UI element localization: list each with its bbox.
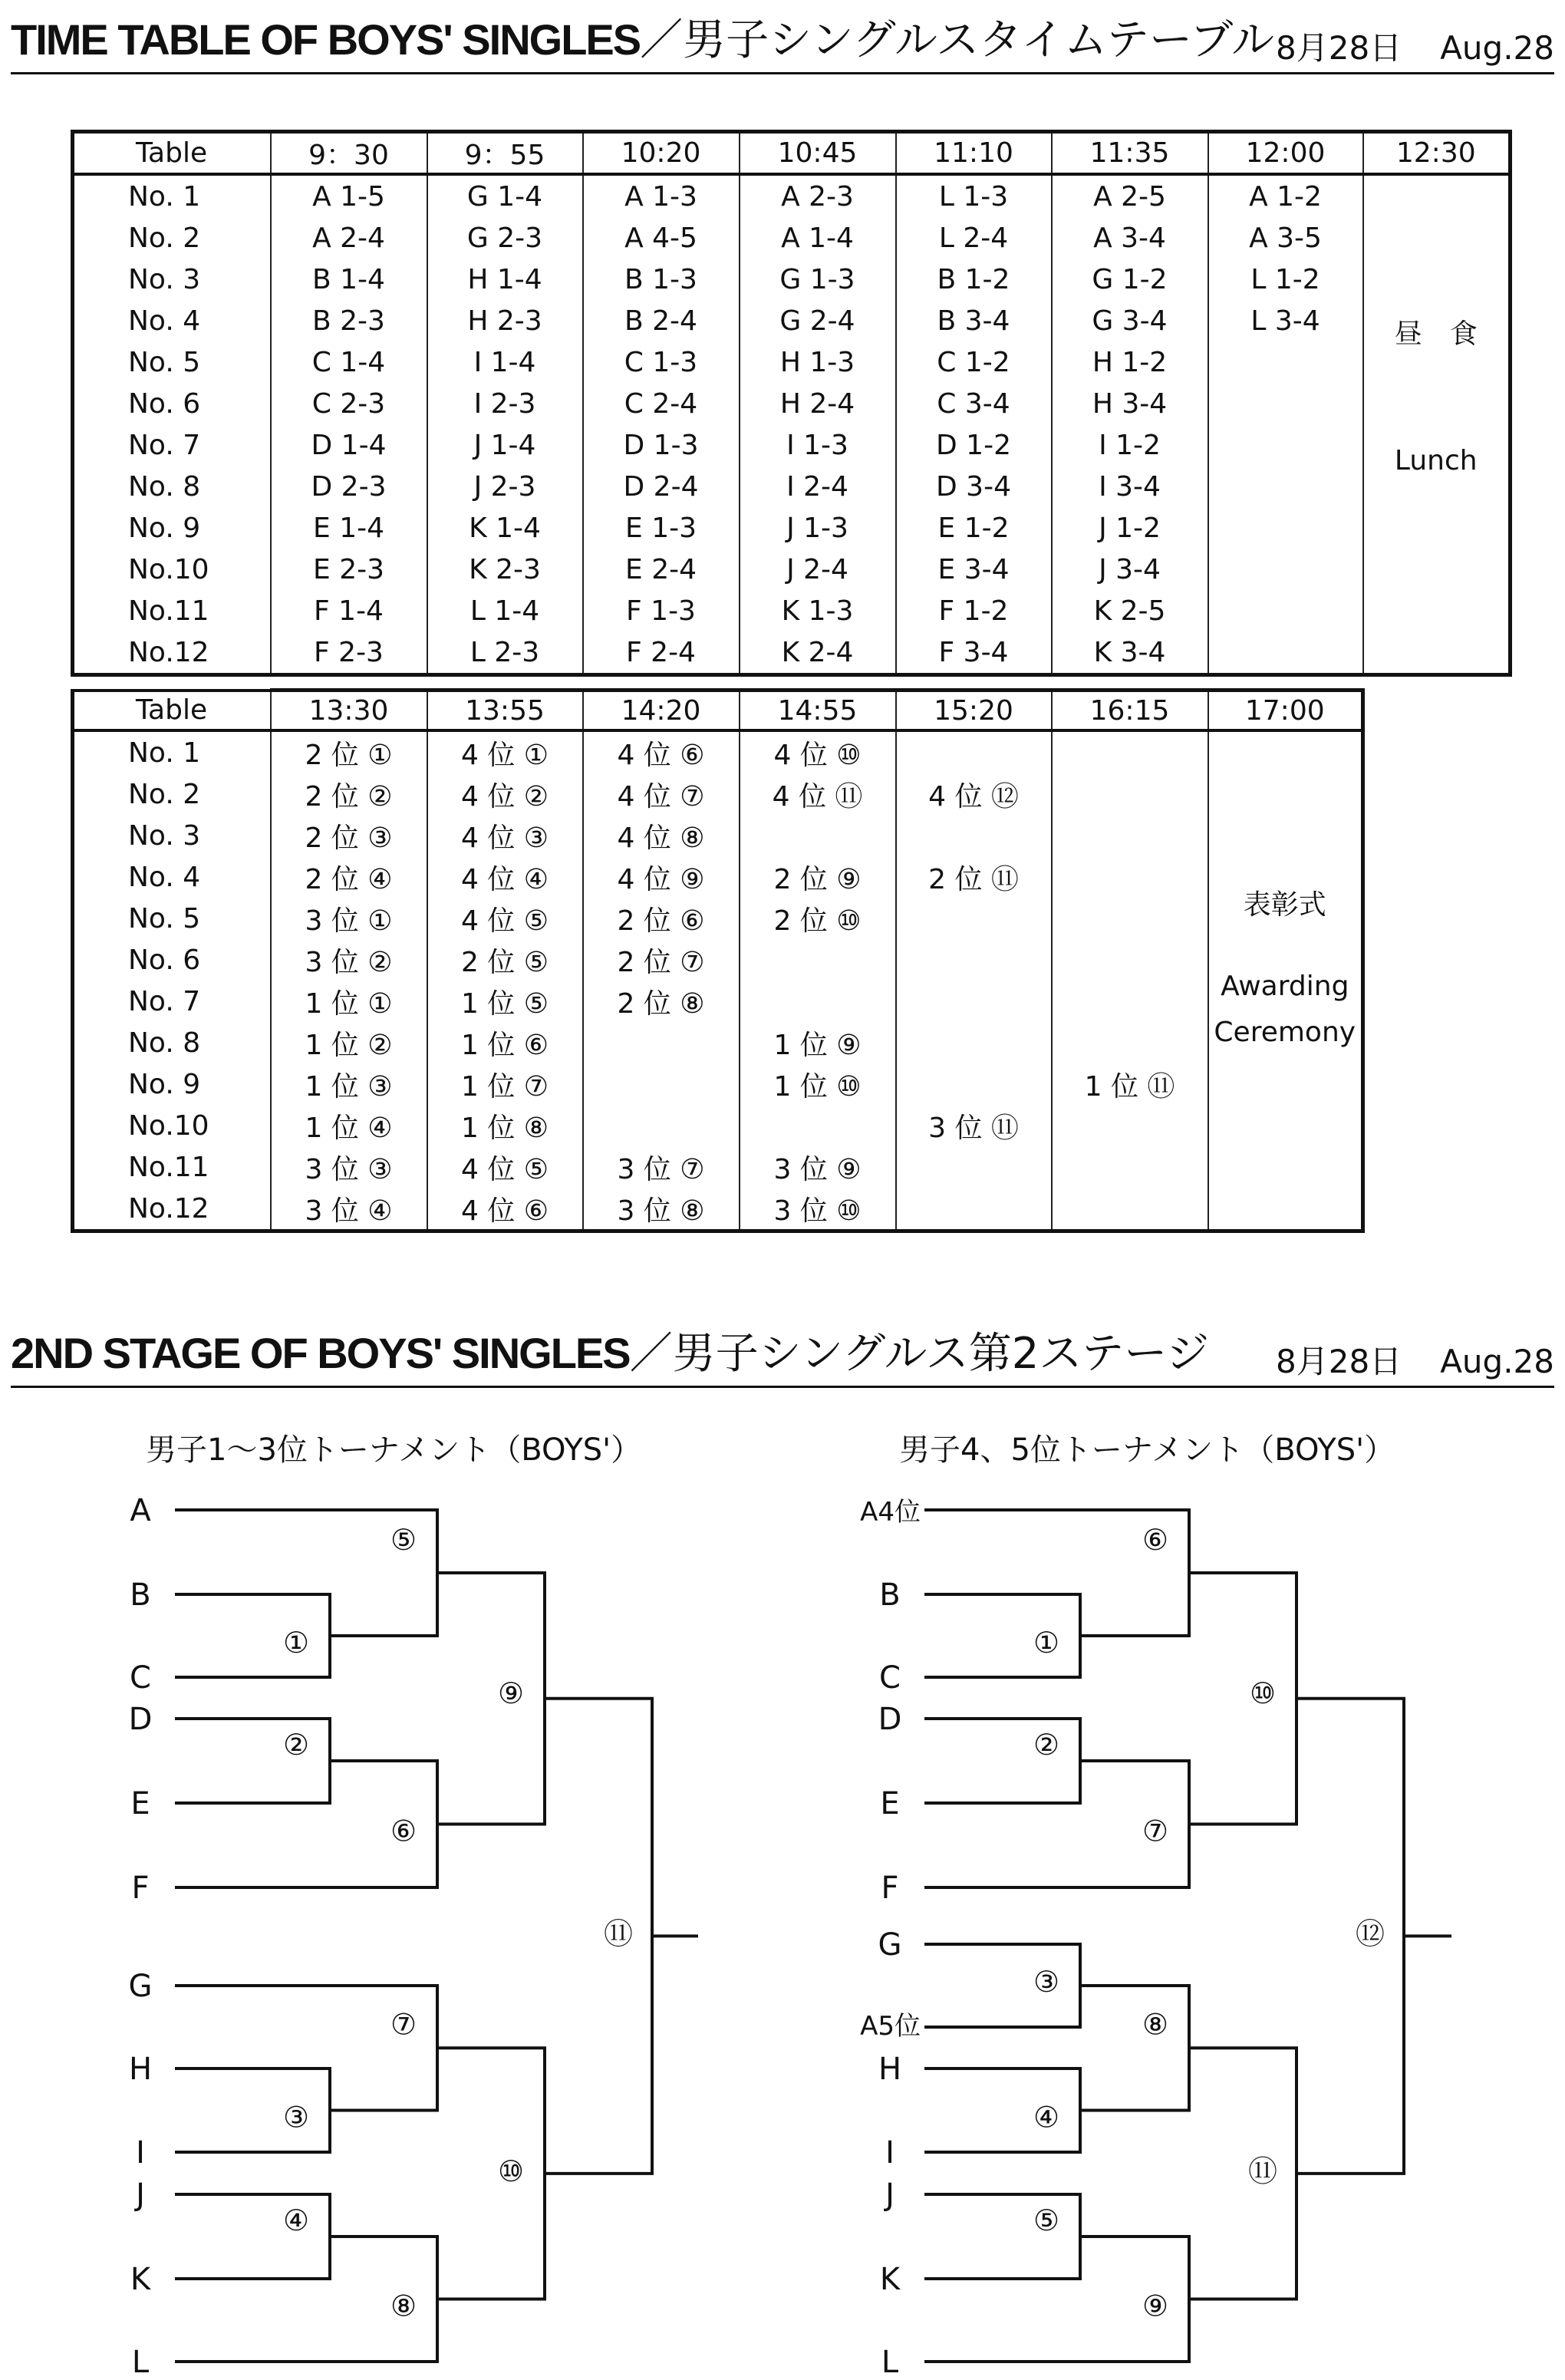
entrant-label: C: [130, 1660, 151, 1696]
bracket-line: [1296, 1699, 1404, 2174]
table-number: No. 8: [73, 1022, 271, 1063]
match-cell: L 1-4: [427, 590, 583, 631]
table-number: No. 8: [73, 466, 271, 507]
match-cell: B 1-2: [896, 259, 1052, 300]
table-number: No. 1: [73, 174, 271, 217]
match-cell: J 3-4: [1052, 549, 1208, 590]
match-cell: 3 位 ②: [271, 939, 427, 981]
match-cell: H 2-3: [427, 300, 583, 341]
entrant-label: F: [881, 1871, 899, 1906]
stage2-title-jp: 男子シングルス第2ステージ: [672, 1329, 1210, 1379]
match-number: ⑥: [1142, 1523, 1169, 1557]
time-header: 11:35: [1052, 132, 1208, 175]
title-separator: ／: [640, 15, 684, 65]
match-cell: 2 位 ⑩: [740, 898, 896, 939]
match-cell: 1 位 ⑨: [740, 1022, 896, 1063]
match-cell: A 2-4: [271, 217, 427, 259]
table-number: No. 3: [73, 259, 271, 300]
left-bracket-title: 男子1～3位トーナメント（BOYS'）: [146, 1432, 642, 1468]
match-cell: 2 位 ①: [271, 730, 427, 773]
time-header: 16:15: [1052, 691, 1208, 731]
timetable-title-en: TIME TABLE OF BOYS' SINGLES: [11, 15, 641, 64]
match-cell: J 1-2: [1052, 507, 1208, 549]
match-cell: C 1-4: [271, 341, 427, 383]
bracket-line: [1189, 2048, 1296, 2299]
stage2-title-en: 2ND STAGE OF BOYS' SINGLES: [11, 1329, 630, 1377]
match-cell: 4 位 ⑥: [427, 1188, 583, 1231]
table-number: No. 6: [73, 383, 271, 424]
match-cell: 3 位 ⑩: [740, 1188, 896, 1231]
match-cell: 1 位 ④: [271, 1105, 427, 1146]
match-cell: E 3-4: [896, 549, 1052, 590]
match-cell: B 3-4: [896, 300, 1052, 341]
time-header: 17:00: [1208, 691, 1363, 731]
entrant-label: B: [879, 1577, 901, 1613]
match-number: ⑤: [1033, 2204, 1060, 2237]
table-number: No.12: [73, 631, 271, 675]
lunch-jp: 昼 食: [1394, 318, 1478, 350]
match-cell: E 1-3: [583, 507, 740, 549]
match-cell: 2 位 ⑤: [427, 939, 583, 981]
table-number: No.10: [73, 549, 271, 590]
match-cell: 4 位 ⑩: [740, 730, 896, 773]
match-number: ①: [1033, 1626, 1060, 1660]
match-cell: K 1-4: [427, 507, 583, 549]
match-cell: F 1-3: [583, 590, 740, 631]
match-cell: J 1-3: [740, 507, 896, 549]
entrant-label: F: [131, 1871, 150, 1906]
timetable-title-jp: 男子シングルスタイムテーブル: [683, 15, 1274, 65]
date-jp: 8月28日: [1276, 1343, 1402, 1380]
match-cell: I 1-2: [1052, 424, 1208, 466]
match-cell: 1 位 ⑥: [427, 1022, 583, 1063]
date-en: Aug.28: [1440, 1343, 1554, 1380]
match-cell: D 1-2: [896, 424, 1052, 466]
match-cell: B 2-3: [271, 300, 427, 341]
entrant-label: A5位: [860, 2011, 921, 2042]
match-cell: E 1-2: [896, 507, 1052, 549]
match-cell: 3 位 ①: [271, 898, 427, 939]
table-number: No. 7: [73, 424, 271, 466]
date-jp: 8月28日: [1276, 29, 1402, 67]
time-header: 9：30: [271, 132, 427, 175]
match-cell: 4 位 ④: [427, 856, 583, 898]
match-number: ⑥: [390, 1814, 417, 1848]
match-cell: 1 位 ②: [271, 1022, 427, 1063]
match-cell: C 3-4: [896, 383, 1052, 424]
match-cell: A 2-3: [740, 174, 896, 217]
match-cell: A 3-4: [1052, 217, 1208, 259]
bracket-line: [437, 1573, 545, 1825]
match-cell: 2 位 ②: [271, 773, 427, 815]
time-header: 12:30: [1363, 132, 1511, 175]
match-number: ③: [282, 2100, 310, 2134]
match-cell: 4 位 ②: [427, 773, 583, 815]
right-bracket-title: 男子4、5位トーナメント（BOYS'）: [899, 1432, 1395, 1468]
match-number: ②: [282, 1728, 310, 1762]
table-number: No. 9: [73, 1063, 271, 1105]
match-cell: 4 位 ⑪: [740, 773, 896, 815]
match-cell: 2 位 ⑪: [896, 856, 1052, 898]
match-cell: 3 位 ④: [271, 1188, 427, 1231]
time-header: 13:55: [427, 691, 583, 731]
time-header: 10:20: [583, 132, 740, 175]
entrant-label: A4位: [860, 1497, 921, 1528]
match-number: ④: [282, 2204, 310, 2237]
table-number: No.11: [73, 590, 271, 631]
entrant-label: C: [879, 1660, 901, 1696]
match-cell: 1 位 ⑦: [427, 1063, 583, 1105]
match-number: ③: [1033, 1965, 1060, 1999]
entrant-label: I: [885, 2135, 895, 2171]
match-cell: 2 位 ③: [271, 815, 427, 856]
match-cell: 1 位 ⑪: [1052, 1063, 1208, 1105]
entrant-label: K: [879, 2262, 901, 2297]
match-cell: D 2-3: [271, 466, 427, 507]
match-cell: 2 位 ⑥: [583, 898, 740, 939]
match-cell: 1 位 ①: [271, 981, 427, 1022]
match-cell: F 3-4: [896, 631, 1052, 675]
match-cell: F 2-4: [583, 631, 740, 675]
match-cell: J 2-3: [427, 466, 583, 507]
match-cell: C 1-3: [583, 341, 740, 383]
match-cell: I 1-3: [740, 424, 896, 466]
match-cell: L 1-3: [896, 174, 1052, 217]
time-header: 10:45: [740, 132, 896, 175]
bracket-line: [437, 2048, 545, 2299]
match-number: ⑨: [497, 1676, 525, 1710]
match-cell: H 2-4: [740, 383, 896, 424]
match-cell: A 4-5: [583, 217, 740, 259]
match-cell: 4 位 ⑤: [427, 898, 583, 939]
table-number: No. 1: [73, 730, 271, 773]
match-cell: E 1-4: [271, 507, 427, 549]
entrant-label: B: [130, 1577, 151, 1613]
match-cell: 4 位 ⑤: [427, 1146, 583, 1188]
match-cell: F 1-2: [896, 590, 1052, 631]
lunch-en: Lunch: [1394, 444, 1478, 476]
match-cell: 4 位 ⑫: [896, 773, 1052, 815]
match-number: ④: [1033, 2100, 1060, 2134]
match-cell: A 1-4: [740, 217, 896, 259]
match-number: ⑨: [1142, 2289, 1169, 2323]
match-cell: H 1-4: [427, 259, 583, 300]
entrant-label: G: [128, 1969, 153, 2004]
match-cell: D 1-4: [271, 424, 427, 466]
match-cell: 1 位 ⑧: [427, 1105, 583, 1146]
match-cell: H 1-3: [740, 341, 896, 383]
match-cell: A 1-3: [583, 174, 740, 217]
match-cell: A 1-5: [271, 174, 427, 217]
match-cell: 1 位 ⑤: [427, 981, 583, 1022]
match-cell: K 2-5: [1052, 590, 1208, 631]
entrant-label: L: [881, 2345, 899, 2380]
match-cell: G 1-3: [740, 259, 896, 300]
match-cell: I 2-4: [740, 466, 896, 507]
match-number: ⑦: [1142, 1814, 1169, 1848]
match-cell: 2 位 ⑨: [740, 856, 896, 898]
table-number: No. 7: [73, 981, 271, 1022]
time-header: 15:20: [896, 691, 1052, 731]
match-cell: J 1-4: [427, 424, 583, 466]
table-number: No.12: [73, 1188, 271, 1231]
match-cell: 4 位 ③: [427, 815, 583, 856]
match-cell: G 2-3: [427, 217, 583, 259]
match-cell: E 2-3: [271, 549, 427, 590]
match-cell: K 2-3: [427, 549, 583, 590]
match-cell: A 2-5: [1052, 174, 1208, 217]
match-cell: G 1-2: [1052, 259, 1208, 300]
match-cell: F 2-3: [271, 631, 427, 675]
entrant-label: D: [128, 1702, 153, 1737]
bracket-line: [545, 1699, 652, 2174]
time-header: 13:30: [271, 691, 427, 731]
match-cell: L 3-4: [1208, 300, 1363, 341]
ceremony-en-2: Ceremony: [1214, 1017, 1356, 1048]
entrant-label: H: [128, 2052, 153, 2087]
match-cell: 3 位 ⑧: [583, 1188, 740, 1231]
date-en: Aug.28: [1440, 29, 1554, 67]
ceremony-en-1: Awarding: [1221, 971, 1349, 1002]
match-cell: C 1-2: [896, 341, 1052, 383]
match-cell: I 3-4: [1052, 466, 1208, 507]
match-number: ⑦: [390, 2007, 417, 2042]
bracket-line: [1189, 1573, 1296, 1825]
entrant-label: E: [130, 1786, 150, 1821]
match-number: ⑫: [1355, 1917, 1385, 1951]
table-col-header: Table: [73, 132, 271, 175]
match-number: ⑤: [390, 1523, 417, 1557]
table-number: No. 2: [73, 773, 271, 815]
match-number: ⑧: [1142, 2007, 1169, 2042]
match-cell: 4 位 ⑧: [583, 815, 740, 856]
match-number: ⑩: [1249, 1676, 1277, 1710]
match-number: ①: [282, 1626, 310, 1660]
entrant-label: E: [880, 1786, 900, 1821]
match-cell: 2 位 ⑦: [583, 939, 740, 981]
table-number: No. 2: [73, 217, 271, 259]
match-cell: L 2-4: [896, 217, 1052, 259]
table-number: No. 3: [73, 815, 271, 856]
match-cell: B 1-4: [271, 259, 427, 300]
match-cell: 2 位 ⑧: [583, 981, 740, 1022]
match-cell: L 2-3: [427, 631, 583, 675]
match-cell: 2 位 ④: [271, 856, 427, 898]
entrant-label: G: [878, 1927, 902, 1963]
match-cell: 4 位 ①: [427, 730, 583, 773]
match-number: ⑩: [497, 2154, 525, 2188]
match-cell: C 2-4: [583, 383, 740, 424]
ceremony-jp: 表彰式: [1243, 889, 1326, 921]
time-header: 12:00: [1208, 132, 1363, 175]
match-cell: H 1-2: [1052, 341, 1208, 383]
entrant-label: I: [136, 2135, 145, 2171]
match-cell: K 1-3: [740, 590, 896, 631]
match-cell: 4 位 ⑦: [583, 773, 740, 815]
match-cell: H 3-4: [1052, 383, 1208, 424]
match-cell: 1 位 ③: [271, 1063, 427, 1105]
match-cell: K 2-4: [740, 631, 896, 675]
title-separator: ／: [629, 1329, 673, 1379]
entrant-label: D: [878, 1702, 902, 1737]
time-header: 14:55: [740, 691, 896, 731]
match-cell: B 2-4: [583, 300, 740, 341]
bracket-line: [1080, 1986, 1189, 2111]
match-number: ⑧: [390, 2289, 417, 2323]
table-number: No.10: [73, 1105, 271, 1146]
time-header: 14:20: [583, 691, 740, 731]
match-cell: I 1-4: [427, 341, 583, 383]
match-cell: G 1-4: [427, 174, 583, 217]
match-cell: C 2-3: [271, 383, 427, 424]
table-col-header: Table: [73, 691, 271, 731]
match-cell: K 3-4: [1052, 631, 1208, 675]
match-cell: J 2-4: [740, 549, 896, 590]
match-cell: 3 位 ③: [271, 1146, 427, 1188]
table-number: No. 5: [73, 341, 271, 383]
match-cell: A 3-5: [1208, 217, 1363, 259]
match-cell: L 1-2: [1208, 259, 1363, 300]
table-number: No. 6: [73, 939, 271, 981]
table-number: No. 5: [73, 898, 271, 939]
entrant-label: J: [885, 2177, 895, 2213]
match-cell: G 2-4: [740, 300, 896, 341]
entrant-label: H: [878, 2052, 902, 2087]
entrant-label: J: [136, 2177, 145, 2213]
match-number: ②: [1033, 1728, 1060, 1762]
entrant-label: A: [130, 1493, 151, 1528]
time-header: 9：55: [427, 132, 583, 175]
table-number: No.11: [73, 1146, 271, 1188]
match-cell: A 1-2: [1208, 174, 1363, 217]
table-number: No. 9: [73, 507, 271, 549]
match-cell: G 3-4: [1052, 300, 1208, 341]
match-cell: F 1-4: [271, 590, 427, 631]
match-cell: D 3-4: [896, 466, 1052, 507]
match-cell: D 2-4: [583, 466, 740, 507]
match-cell: 3 位 ⑪: [896, 1105, 1052, 1146]
match-cell: 3 位 ⑦: [583, 1146, 740, 1188]
match-number: ⑪: [1247, 2154, 1278, 2188]
table-number: No. 4: [73, 300, 271, 341]
match-cell: D 1-3: [583, 424, 740, 466]
time-header: 11:10: [896, 132, 1052, 175]
match-cell: 4 位 ⑥: [583, 730, 740, 773]
match-cell: I 2-3: [427, 383, 583, 424]
match-number: ⑪: [603, 1917, 634, 1951]
entrant-label: K: [130, 2262, 151, 2297]
match-cell: 1 位 ⑩: [740, 1063, 896, 1105]
match-cell: E 2-4: [583, 549, 740, 590]
table-number: No. 4: [73, 856, 271, 898]
match-cell: 3 位 ⑨: [740, 1146, 896, 1188]
entrant-label: L: [131, 2345, 150, 2380]
bracket-line: [175, 1986, 437, 2111]
match-cell: B 1-3: [583, 259, 740, 300]
match-cell: 4 位 ⑨: [583, 856, 740, 898]
